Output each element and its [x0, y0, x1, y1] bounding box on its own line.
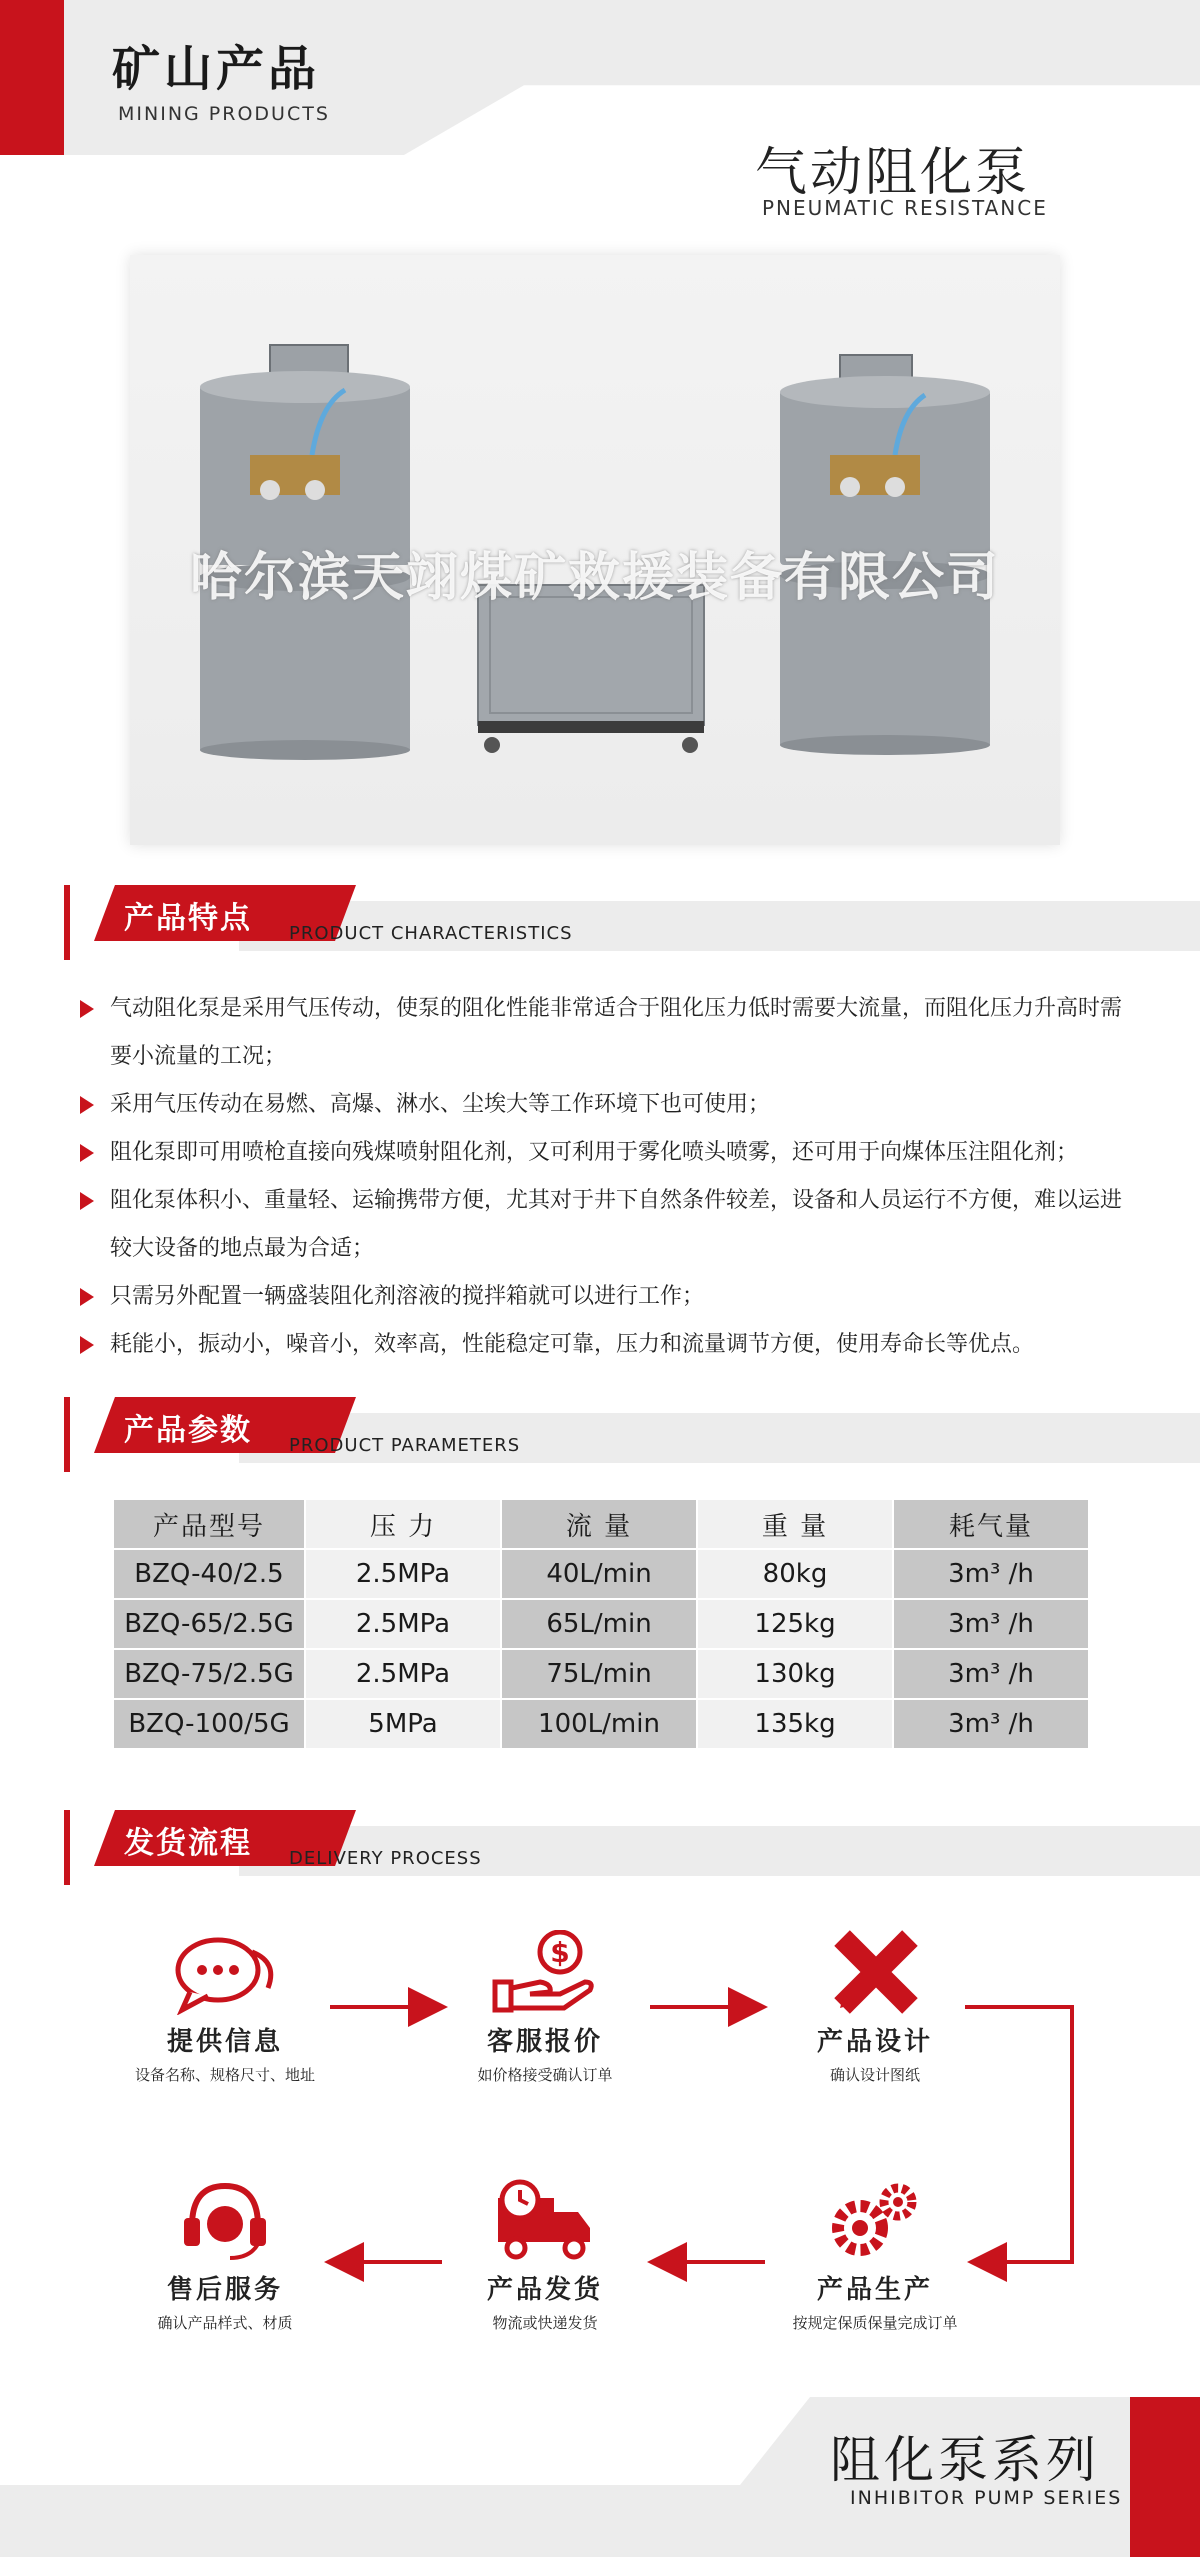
- table-row: [114, 1550, 1088, 1598]
- list-item: 阻化泵体积小、重量轻、运输携带方便，尤其对于井下自然条件较差，设备和人员运行不方便，难以运进较大设备的地点最为合适；: [80, 1177, 1130, 1273]
- step-provide-info: [115, 1930, 335, 2085]
- table-cell: BZQ-75/2.5G: [114, 1650, 304, 1698]
- pencil-ruler-icon: [820, 1930, 930, 2015]
- table-cell: 5MPa: [306, 1700, 500, 1748]
- table-cell: BZQ-40/2.5: [114, 1550, 304, 1598]
- table-cell: 125kg: [698, 1600, 892, 1648]
- step-desc: 确认设计图纸: [829, 2066, 920, 2084]
- section-subtitle: DELIVERY PROCESS: [289, 1848, 482, 1869]
- step-production: [765, 2178, 985, 2333]
- table-cell: 2.5MPa: [306, 1550, 500, 1598]
- table-row: [114, 1600, 1088, 1648]
- section-subtitle: PRODUCT PARAMETERS: [289, 1435, 521, 1456]
- table-cell: 130kg: [698, 1650, 892, 1698]
- footer-accent: [1130, 2397, 1200, 2557]
- step-desc: 物流或快递发货: [492, 2314, 598, 2332]
- bullet-triangle-icon: [80, 1288, 94, 1306]
- table-row: [114, 1650, 1088, 1698]
- bullet-triangle-icon: [80, 1192, 94, 1210]
- step-name: 客服报价: [486, 2027, 603, 2057]
- table-header-cell: 压 力: [306, 1500, 500, 1548]
- header-title: 矿山产品: [112, 41, 321, 97]
- table-header-cell: 流 量: [502, 1500, 696, 1548]
- header-accent: [0, 0, 64, 155]
- table-cell: 3m³ /h: [894, 1700, 1088, 1748]
- section-parameters-header: [64, 1397, 1200, 1472]
- step-name: 产品发货: [486, 2275, 603, 2305]
- table-header-row: [114, 1500, 1088, 1548]
- table-cell: 40L/min: [502, 1550, 696, 1598]
- bullet-triangle-icon: [80, 1144, 94, 1162]
- step-name: 提供信息: [166, 2027, 283, 2057]
- step-desc: 按规定保质保量完成订单: [792, 2314, 958, 2332]
- step-name: 产品设计: [816, 2027, 933, 2057]
- parameters-table: [112, 1498, 1090, 1750]
- table-cell: 3m³ /h: [894, 1600, 1088, 1648]
- truck-clock-icon: [490, 2178, 600, 2263]
- step-shipping: [435, 2178, 655, 2333]
- watermark: 哈尔滨天翊煤矿救援装备有限公司: [189, 548, 1000, 608]
- table-header-cell: 重 量: [698, 1500, 892, 1548]
- table-cell: 80kg: [698, 1550, 892, 1598]
- product-title: 气动阻化泵: [755, 143, 1031, 203]
- hand-dollar-icon: [490, 1930, 600, 2015]
- chat-icon: [170, 1930, 280, 2015]
- list-item: 只需另外配置一辆盛装阻化剂溶液的搅拌箱就可以进行工作；: [80, 1273, 1130, 1321]
- table-cell: 75L/min: [502, 1650, 696, 1698]
- table-header-cell: 耗气量: [894, 1500, 1088, 1548]
- table-cell: 3m³ /h: [894, 1650, 1088, 1698]
- list-item: 阻化泵即可用喷枪直接向残煤喷射阻化剂，又可利用于雾化喷头喷雾，还可用于向煤体压注阻化剂；: [80, 1129, 1130, 1177]
- table-cell: BZQ-100/5G: [114, 1700, 304, 1748]
- step-desc: 如价格接受确认订单: [477, 2066, 613, 2084]
- bullet-triangle-icon: [80, 1000, 94, 1018]
- section-delivery-header: [64, 1810, 1200, 1885]
- headset-icon: [170, 2178, 280, 2263]
- table-cell: 2.5MPa: [306, 1650, 500, 1698]
- product-subtitle: PNEUMATIC RESISTANCE: [762, 196, 1048, 220]
- gears-icon: [820, 2178, 930, 2263]
- step-design: [765, 1930, 985, 2085]
- section-title: 产品参数: [124, 1413, 252, 1448]
- step-after-sales: [115, 2178, 335, 2333]
- section-title: 产品特点: [124, 901, 252, 936]
- bullet-triangle-icon: [80, 1096, 94, 1114]
- table-cell: 100L/min: [502, 1700, 696, 1748]
- footer-title: 阻化泵系列: [830, 2431, 1100, 2489]
- table-cell: BZQ-65/2.5G: [114, 1600, 304, 1648]
- step-name: 产品生产: [816, 2275, 933, 2305]
- step-quote: [435, 1930, 655, 2085]
- step-name: 售后服务: [166, 2275, 283, 2305]
- footer-subtitle: INHIBITOR PUMP SERIES: [850, 2487, 1123, 2509]
- svg-text:$: $: [550, 1936, 570, 1969]
- header-subtitle: MINING PRODUCTS: [118, 103, 330, 125]
- section-title: 发货流程: [124, 1826, 252, 1861]
- table-cell: 65L/min: [502, 1600, 696, 1648]
- step-desc: 设备名称、规格尺寸、地址: [134, 2066, 315, 2084]
- table-cell: 3m³ /h: [894, 1550, 1088, 1598]
- list-item: 采用气压传动在易燃、高爆、淋水、尘埃大等工作环境下也可使用；: [80, 1081, 1130, 1129]
- table-header-cell: 产品型号: [114, 1500, 304, 1548]
- middle-tank: [478, 585, 704, 753]
- list-item: 耗能小，振动小，噪音小，效率高，性能稳定可靠，压力和流量调节方便，使用寿命长等优点。: [80, 1321, 1130, 1369]
- characteristics-list: [80, 985, 1130, 1369]
- list-item: 气动阻化泵是采用气压传动，使泵的阻化性能非常适合于阻化压力低时需要大流量，而阻化压力升高时需要小流量的工况；: [80, 985, 1130, 1081]
- step-desc: 确认产品样式、材质: [157, 2314, 293, 2332]
- bullet-triangle-icon: [80, 1336, 94, 1354]
- table-row: [114, 1700, 1088, 1748]
- section-characteristics-header: [64, 885, 1200, 960]
- table-cell: 135kg: [698, 1700, 892, 1748]
- table-cell: 2.5MPa: [306, 1600, 500, 1648]
- section-subtitle: PRODUCT CHARACTERISTICS: [289, 923, 573, 944]
